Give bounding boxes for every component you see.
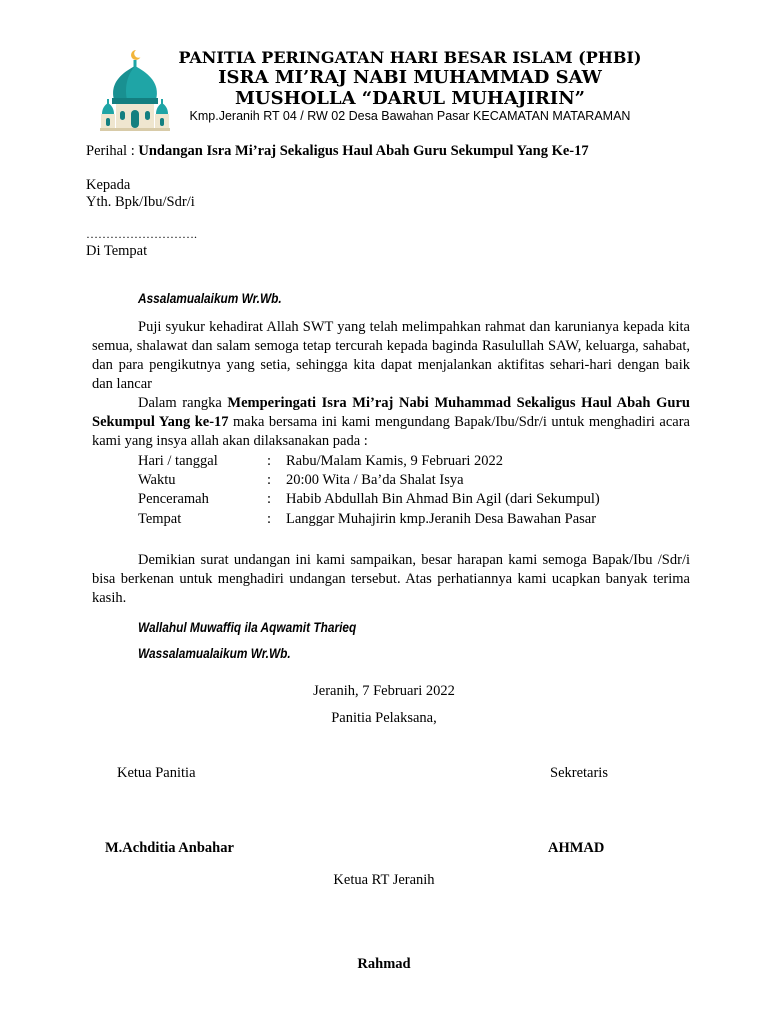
detail-colon: : [267,491,272,507]
recipient-kepada: Kepada [86,177,131,193]
signature-name-secretary: AHMAD [548,840,605,856]
signature-name-chair: M.Achditia Anbahar [105,840,234,856]
closing-salam: Wassalamualaikum Wr.Wb. [138,646,291,661]
recipient-dots: ………………………. [86,227,197,241]
paragraph-2-lead: Dalam rangka [138,395,228,411]
perihal-line [86,143,589,160]
paragraph-2 [92,394,690,451]
org-name: PANITIA PERINGATAN HARI BESAR ISLAM (PHBI) [178,48,642,67]
perihal-label: Perihal : [86,143,139,159]
detail-value-date: Rabu/Malam Kamis, 9 Februari 2022 [286,453,504,469]
detail-colon: : [267,453,272,469]
date-line: Jeranih, 7 Februari 2022 [313,683,455,699]
closing-doa: Wallahul Muwaffiq ila Aqwamit Tharieq [138,620,357,635]
paragraph-1: Puji syukur kehadirat Allah SWT yang telah melimpahkan rahmat dan karunianya kepada kita semua, shalawat dan salam semoga tetap tercurah kepada baginda Rasulullah SAW, keluarga, sahabat, dan para pengikutnya yang setia, sehingga kita dapat menjalankan aktifitas sehari-hari dengan baik dan lancar [92,319,690,392]
place-name: MUSHOLLA “DARUL MUHAJIRIN” [234,88,586,109]
detail-value-time: 20:00 Wita / Ba’da Shalat Isya [286,472,464,488]
signature-title-chair: Ketua Panitia [117,765,196,781]
greeting: Assalamualaikum Wr.Wb. [138,291,282,306]
signature-title-rt: Ketua RT Jeranih [333,872,435,888]
recipient-ditempat: Di Tempat [86,243,148,259]
paragraph-3: Demikian surat undangan ini kami sampaikan, besar harapan kami semoga Bapak/Ibu /Sdr/i bisa berkenan untuk menghadiri undangan tersebut. Atas perhatiannya kami ucapkan banyak terima kasih. [92,552,690,606]
detail-label-speaker: Penceramah [138,491,209,507]
detail-colon: : [267,511,272,527]
address: Kmp.Jeranih RT 04 / RW 02 Desa Bawahan Pasar KECAMATAN MATARAMAN [189,109,631,123]
recipient-yth: Yth. Bpk/Ibu/Sdr/i [86,194,195,210]
detail-label-time: Waktu [138,472,176,488]
detail-value-place: Langgar Muhajirin kmp.Jeranih Desa Bawahan Pasar [286,511,597,527]
detail-value-speaker: Habib Abdullah Bin Ahmad Bin Agil (dari Sekumpul) [286,491,600,507]
event-name: ISRA MI’RAJ NABI MUHAMMAD SAW [218,67,602,88]
paragraph-2-bold: Memperingati Isra Mi’raj Nabi Muhammad Sekaligus Haul Abah Guru Sekumpul Yang ke-17 [92,395,690,430]
perihal-subject: Undangan Isra Mi’raj Sekaligus Haul Abah Guru Sekumpul Yang Ke-17 [138,143,589,159]
committee-label: Panitia Pelaksana, [331,710,437,726]
detail-colon: : [267,472,272,488]
paragraph-2-rest: maka bersama ini kami mengundang Bapak/Ibu/Sdr/i untuk menghadiri acara kami yang insya allah akan dilaksanakan pada : [92,414,690,449]
signature-name-rt: Rahmad [357,956,411,972]
signature-title-secretary: Sekretaris [550,765,608,781]
detail-label-date: Hari / tanggal [138,453,218,469]
crescent-moon-icon [131,49,143,60]
detail-label-place: Tempat [138,511,182,527]
